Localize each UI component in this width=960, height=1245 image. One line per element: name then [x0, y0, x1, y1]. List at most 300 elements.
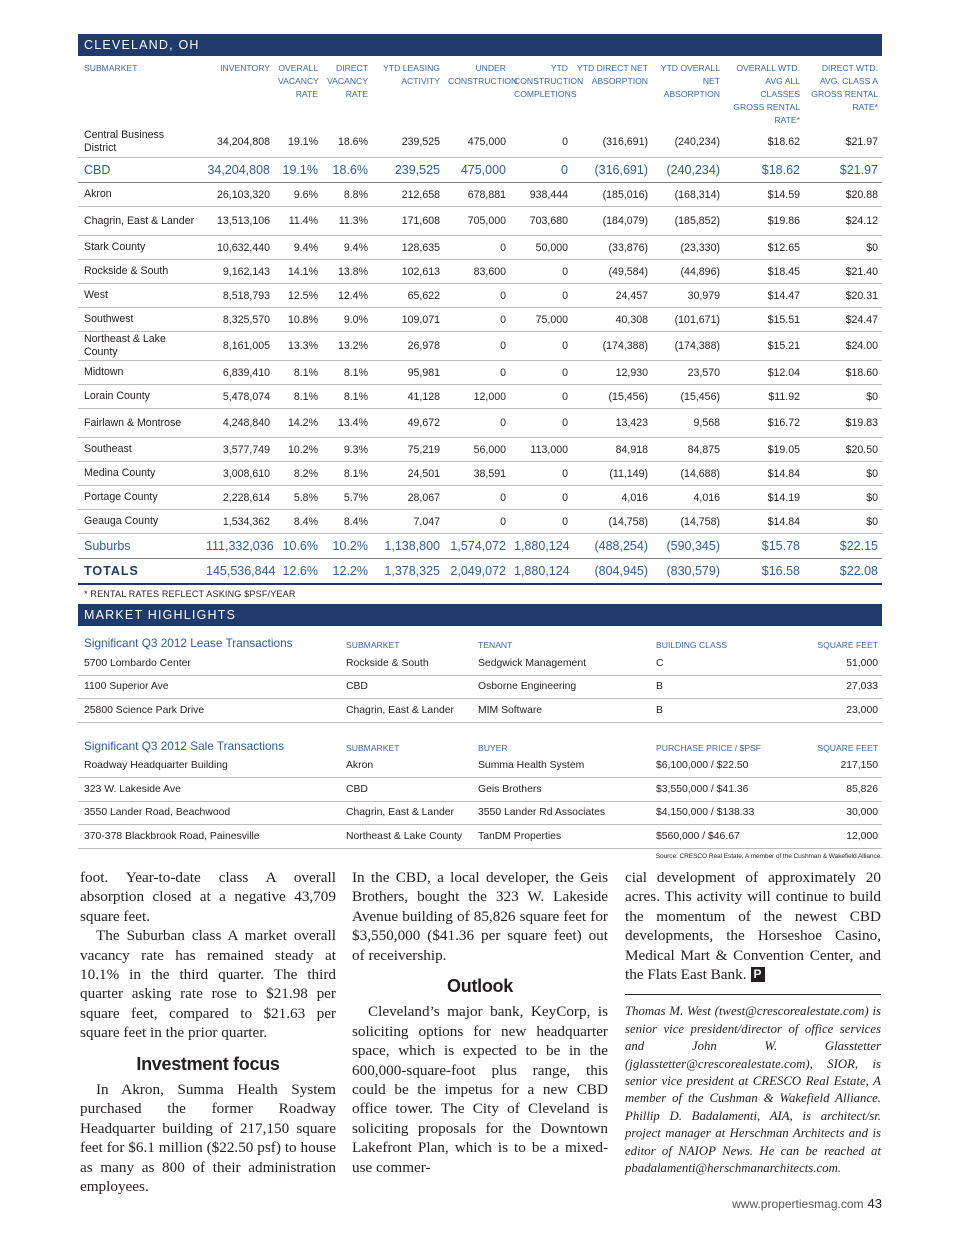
paragraph [625, 868, 881, 984]
cell-value: 49,672 [372, 409, 444, 438]
cell-value: 0 [510, 127, 572, 158]
cell-value: 1,378,325 [372, 559, 444, 585]
cell-value: 9.4% [322, 236, 372, 260]
cell-value: 0 [510, 332, 572, 361]
cell-value: $6,100,000 / $22.50 [652, 755, 782, 778]
cell-value: 9,162,143 [202, 260, 274, 284]
cell-value: 475,000 [444, 127, 510, 158]
cell-value: 1,880,124 [510, 534, 572, 559]
cell-value: 75,219 [372, 438, 444, 462]
cell-value: 217,150 [782, 755, 882, 778]
cell-value: 5,478,074 [202, 385, 274, 409]
cell-value: 83,600 [444, 260, 510, 284]
cell-value: 109,071 [372, 308, 444, 332]
cell-value: 34,204,808 [202, 127, 274, 158]
table-row [78, 534, 882, 559]
cell-value: 0 [510, 486, 572, 510]
cell-value: 1,138,800 [372, 534, 444, 559]
cell-value: 84,918 [572, 438, 652, 462]
cell-value: $15.78 [724, 534, 804, 559]
cell-value: 6,839,410 [202, 361, 274, 385]
column-header: OVERALL WTD. AVG ALL CLASSES GROSS RENTAL RATE* [733, 63, 800, 125]
cell-value: Chagrin, East & Lander [342, 801, 474, 825]
table-row [78, 158, 882, 183]
table-row [78, 332, 882, 361]
cell-value: MIM Software [474, 699, 652, 723]
cell-value: 41,128 [372, 385, 444, 409]
row-label: Midtown [78, 361, 202, 385]
cell-value: $3,550,000 / $41.36 [652, 778, 782, 802]
cell-value: $18.62 [724, 158, 804, 183]
cell-value: C [652, 652, 782, 675]
table-row [78, 260, 882, 284]
cell-value: $16.72 [724, 409, 804, 438]
cell-value: 13,423 [572, 409, 652, 438]
cell-value: 0 [510, 284, 572, 308]
cell-value: $12.04 [724, 361, 804, 385]
cell-value: 23,000 [782, 699, 882, 723]
cell-value: 8,518,793 [202, 284, 274, 308]
end-mark-icon: P [751, 967, 765, 982]
cell-value: 38,591 [444, 462, 510, 486]
cell-value: Sedgwick Management [474, 652, 652, 675]
cell-value: $18.60 [804, 361, 882, 385]
cell-value: (14,758) [652, 510, 724, 534]
cell-value: CBD [342, 778, 474, 802]
column-header: SUBMARKET [84, 63, 138, 73]
column-header: YTD OVERALL NET ABSORPTION [660, 63, 720, 99]
column-header: DIRECT VACANCY RATE [327, 63, 368, 99]
table-row [78, 409, 882, 438]
property-name: 370-378 Blackbrook Road, Painesville [78, 825, 342, 849]
table-row [78, 361, 882, 385]
cell-value: 8.1% [322, 462, 372, 486]
cell-value: 8.2% [274, 462, 322, 486]
cell-value: (240,234) [652, 158, 724, 183]
cell-value: 18.6% [322, 127, 372, 158]
cell-value: 4,016 [652, 486, 724, 510]
property-name: 25800 Science Park Drive [78, 699, 342, 723]
cell-value: 0 [444, 308, 510, 332]
cell-value: 8.1% [274, 385, 322, 409]
cell-value: 2,228,614 [202, 486, 274, 510]
cell-value: 65,622 [372, 284, 444, 308]
cell-value: (185,016) [572, 183, 652, 207]
cell-value: 9,568 [652, 409, 724, 438]
cell-value: 102,613 [372, 260, 444, 284]
cell-value: $18.45 [724, 260, 804, 284]
cell-value: 19.1% [274, 127, 322, 158]
cell-value: 5.7% [322, 486, 372, 510]
cell-value: Akron [342, 755, 474, 778]
cell-value: $20.88 [804, 183, 882, 207]
footer-url[interactable]: www.propertiesmag.com [732, 1197, 864, 1211]
cell-value: 9.6% [274, 183, 322, 207]
paragraph: In Akron, Summa Health System purchased the former Roadway Headquarter building of 217,150 square feet for $6.1 million ($22.50 psf) to house as many as 800 of their administration employees. [80, 1081, 336, 1196]
property-name: 3550 Lander Road, Beachwood [78, 801, 342, 825]
paragraph: In the CBD, a local developer, the Geis Brothers, bought the 323 W. Lakeside Avenue building of 85,826 square feet for $3,550,000 ($41.36 per square feet) out of receivership. [352, 869, 608, 964]
cell-value: 239,525 [372, 158, 444, 183]
table-row [78, 699, 882, 723]
table-row [78, 825, 882, 849]
cell-value: (168,314) [652, 183, 724, 207]
highlights-section-title: Significant Q3 2012 Sale Transactions [84, 738, 285, 753]
row-label: Akron [78, 183, 202, 207]
cell-value: 51,000 [782, 652, 882, 675]
cell-value: $18.62 [724, 127, 804, 158]
cell-value: 11.3% [322, 207, 372, 236]
cell-value: CBD [342, 675, 474, 699]
cell-value: 1,880,124 [510, 559, 572, 585]
cell-value: 40,308 [572, 308, 652, 332]
cell-value: 11.4% [274, 207, 322, 236]
column-header: SUBMARKET [346, 640, 400, 650]
cell-value: (44,896) [652, 260, 724, 284]
table-row [78, 236, 882, 260]
cell-value: 0 [510, 385, 572, 409]
cell-value: (830,579) [652, 559, 724, 585]
cell-value: 128,635 [372, 236, 444, 260]
cell-value: 5.8% [274, 486, 322, 510]
paragraph: foot. Year-to-date class A overall absorption closed at a negative 43,709 square feet. [80, 869, 336, 925]
cell-value: 10.2% [274, 438, 322, 462]
cell-value: 3,008,610 [202, 462, 274, 486]
row-label: TOTALS [78, 559, 202, 585]
cell-value: TanDM Properties [474, 825, 652, 849]
row-label: West [78, 284, 202, 308]
cell-value: 10.2% [322, 534, 372, 559]
cell-value: 7,047 [372, 510, 444, 534]
cell-value: 8.4% [274, 510, 322, 534]
cell-value: 13.8% [322, 260, 372, 284]
cell-value: $0 [804, 385, 882, 409]
cell-value: 8,161,005 [202, 332, 274, 361]
cell-value: $14.47 [724, 284, 804, 308]
cell-value: $20.31 [804, 284, 882, 308]
cell-value: B [652, 675, 782, 699]
cell-value: 239,525 [372, 127, 444, 158]
cell-value: $0 [804, 236, 882, 260]
cell-value: 12.4% [322, 284, 372, 308]
cell-value: 0 [510, 510, 572, 534]
row-label: Geauga County [78, 510, 202, 534]
cell-value: 8.8% [322, 183, 372, 207]
cell-value: 8.1% [322, 385, 372, 409]
column-header: TENANT [478, 640, 513, 650]
cell-value: $19.86 [724, 207, 804, 236]
row-label: Fairlawn & Montrose [78, 409, 202, 438]
cell-value: 9.0% [322, 308, 372, 332]
cell-value: 13.2% [322, 332, 372, 361]
cell-value: 75,000 [510, 308, 572, 332]
property-name: Roadway Headquarter Building [78, 755, 342, 778]
highlights-header-row [78, 729, 882, 755]
table-row [78, 778, 882, 802]
cell-value: Osborne Engineering [474, 675, 652, 699]
article-column-2 [352, 868, 608, 1177]
cell-value: 0 [444, 236, 510, 260]
cell-value: (804,945) [572, 559, 652, 585]
cell-value: $21.97 [804, 158, 882, 183]
table-row [78, 486, 882, 510]
row-label: Rockside & South [78, 260, 202, 284]
cell-value: (488,254) [572, 534, 652, 559]
cell-value: $4,150,000 / $138.33 [652, 801, 782, 825]
cell-value: 2,049,072 [444, 559, 510, 585]
highlights-header-row [78, 626, 882, 652]
cell-value: 113,000 [510, 438, 572, 462]
cell-value: $0 [804, 486, 882, 510]
cell-value: $20.50 [804, 438, 882, 462]
cell-value: $14.84 [724, 510, 804, 534]
cell-value: Northeast & Lake County [342, 825, 474, 849]
row-label: Southeast [78, 438, 202, 462]
page [78, 34, 882, 860]
lease-transactions-table [78, 626, 882, 723]
cell-value: 24,457 [572, 284, 652, 308]
market-table-title: CLEVELAND, OH [78, 34, 882, 56]
table-row [78, 755, 882, 778]
cell-value: $19.83 [804, 409, 882, 438]
cell-value: 95,981 [372, 361, 444, 385]
table-row [78, 308, 882, 332]
table-header-row [78, 62, 882, 127]
cell-value: 26,103,320 [202, 183, 274, 207]
cell-value: 19.1% [274, 158, 322, 183]
cell-value: 13,513,106 [202, 207, 274, 236]
column-header: PURCHASE PRICE / $PSF [656, 742, 762, 753]
cell-value: 23,570 [652, 361, 724, 385]
cell-value: $14.59 [724, 183, 804, 207]
cell-value: 0 [444, 510, 510, 534]
cell-value: $15.21 [724, 332, 804, 361]
cell-value: 12,930 [572, 361, 652, 385]
cell-value: (184,079) [572, 207, 652, 236]
cell-value: 12,000 [444, 385, 510, 409]
cell-value: 0 [444, 332, 510, 361]
cell-value: 56,000 [444, 438, 510, 462]
cell-value: 171,608 [372, 207, 444, 236]
cell-value: $12.65 [724, 236, 804, 260]
cell-value: (11,149) [572, 462, 652, 486]
cell-value: $0 [804, 510, 882, 534]
cell-value: Rockside & South [342, 652, 474, 675]
row-label: Lorain County [78, 385, 202, 409]
cell-value: $15.51 [724, 308, 804, 332]
cell-value: 0 [510, 158, 572, 183]
cell-value: (101,671) [652, 308, 724, 332]
table-row [78, 438, 882, 462]
cell-value: 0 [444, 409, 510, 438]
column-header: BUILDING CLASS [656, 640, 728, 650]
cell-value: 8.1% [274, 361, 322, 385]
paragraph-text: cial development of approximately 20 acres. This activity will continue to build the momentum of the newest CBD developments, the Horseshoe Casino, Medical Mart & Convention Center, and the Flats East Bank. [625, 869, 881, 984]
column-header: SQUARE FEET [817, 640, 878, 650]
cell-value: 24,501 [372, 462, 444, 486]
column-header: YTD CONSTRUCTION COMPLETIONS [514, 63, 584, 99]
column-header: UNDER CONSTRUCTION [448, 63, 518, 86]
row-label: Central Business District [78, 127, 202, 158]
article-column-1 [80, 868, 336, 1197]
paragraph: The Suburban class A market overall vacancy rate has remained steady at 10.1% in the third quarter. The third quarter asking rate rose to $21.98 per square feet, compared to $21.63 per square feet in the prior quarter. [80, 927, 336, 1042]
property-name: 323 W. Lakeside Ave [78, 778, 342, 802]
table-row [78, 559, 882, 585]
cell-value: 1,574,072 [444, 534, 510, 559]
table-row [78, 207, 882, 236]
cell-value: 84,875 [652, 438, 724, 462]
cell-value: B [652, 699, 782, 723]
cell-value: 0 [510, 409, 572, 438]
table-row [78, 801, 882, 825]
cell-value: 34,204,808 [202, 158, 274, 183]
cell-value: 13.3% [274, 332, 322, 361]
paragraph: Cleveland’s major bank, KeyCorp, is soliciting options for new headquarter space, which is expected to be in the 600,000-square-foot plus range, this could be the impetus for a new CBD office tower. The City of Cleveland is soliciting proposals for the Downtown Lakefront Plan, which is to be a mixed-use commer- [352, 1003, 608, 1176]
column-header: SQUARE FEET [817, 742, 878, 753]
cell-value: 30,000 [782, 801, 882, 825]
highlights-title: MARKET HIGHLIGHTS [78, 604, 882, 626]
cell-value: $560,000 / $46.67 [652, 825, 782, 849]
cell-value: 8,325,570 [202, 308, 274, 332]
cell-value: $24.47 [804, 308, 882, 332]
cell-value: $19.05 [724, 438, 804, 462]
rental-rate-footnote: * RENTAL RATES REFLECT ASKING $PSF/YEAR [84, 589, 296, 599]
cell-value: (14,688) [652, 462, 724, 486]
table-row [78, 183, 882, 207]
page-footer [732, 1196, 882, 1211]
highlights-section-title: Significant Q3 2012 Lease Transactions [84, 636, 293, 650]
table-row [78, 675, 882, 699]
row-label: Stark County [78, 236, 202, 260]
cell-value: 9.4% [274, 236, 322, 260]
cell-value: $22.15 [804, 534, 882, 559]
table-row [78, 462, 882, 486]
article-column-3 [625, 868, 881, 1178]
cell-value: 8.4% [322, 510, 372, 534]
cell-value: 3550 Lander Rd Associates [474, 801, 652, 825]
column-header: BUYER [478, 742, 508, 753]
cell-value: $16.58 [724, 559, 804, 585]
column-header: DIRECT WTD. AVG. CLASS A GROSS RENTAL RATE* [811, 63, 878, 112]
cell-value: $14.84 [724, 462, 804, 486]
cell-value: 10.8% [274, 308, 322, 332]
source-note: Source: CRESCO Real Estate, A member of the Cushman & Wakefield Alliance. [655, 852, 882, 860]
cell-value: 28,067 [372, 486, 444, 510]
cell-value: $21.40 [804, 260, 882, 284]
cell-value: 145,536,844 [202, 559, 274, 585]
cell-value: 50,000 [510, 236, 572, 260]
column-header: INVENTORY [220, 63, 270, 73]
cell-value: 30,979 [652, 284, 724, 308]
cell-value: (23,330) [652, 236, 724, 260]
property-name: 1100 Superior Ave [78, 675, 342, 699]
cell-value: 678,881 [444, 183, 510, 207]
cell-value: 10.6% [274, 534, 322, 559]
table-row [78, 127, 882, 158]
sale-transactions-table [78, 729, 882, 849]
author-bio: Thomas M. West (twest@crescorealestate.com) is senior vice president/director of office services and John W. Glasstetter (jglasstetter@crescorealestate.com), SIOR, is senior vice president at CRESCO Real Estate, A member of the Cushman & Wakefield Alliance. Phillip D. Badalamenti, AIA, is architect/sr. project manager at Herschman Architects and is editor of NAIOP News. He can be reached at pbadalamenti@herschmanarchitects.com. [625, 994, 881, 1177]
cell-value: 0 [444, 361, 510, 385]
cell-value: 705,000 [444, 207, 510, 236]
column-header: YTD LEASING ACTIVITY [383, 63, 440, 86]
cell-value: 8.1% [322, 361, 372, 385]
cell-value: 12,000 [782, 825, 882, 849]
cell-value: (14,758) [572, 510, 652, 534]
table-row [78, 385, 882, 409]
property-name: 5700 Lombardo Center [78, 652, 342, 675]
cell-value: 475,000 [444, 158, 510, 183]
cell-value: Geis Brothers [474, 778, 652, 802]
cell-value: 3,577,749 [202, 438, 274, 462]
column-header: SUBMARKET [346, 742, 400, 753]
cell-value: $22.08 [804, 559, 882, 585]
cell-value: 13.4% [322, 409, 372, 438]
cell-value: (15,456) [652, 385, 724, 409]
cell-value: 12.6% [274, 559, 322, 585]
cell-value: 12.2% [322, 559, 372, 585]
cell-value: 10,632,440 [202, 236, 274, 260]
cell-value: $11.92 [724, 385, 804, 409]
cell-value: 18.6% [322, 158, 372, 183]
cell-value: 0 [444, 284, 510, 308]
cell-value: (174,388) [652, 332, 724, 361]
heading-outlook: Outlook [447, 976, 513, 997]
cell-value: Summa Health System [474, 755, 652, 778]
row-label: Medina County [78, 462, 202, 486]
row-label: Chagrin, East & Lander [78, 207, 202, 236]
cell-value: Chagrin, East & Lander [342, 699, 474, 723]
cell-value: 14.2% [274, 409, 322, 438]
heading-investment-focus: Investment focus [136, 1053, 280, 1074]
table-row [78, 284, 882, 308]
cell-value: 4,016 [572, 486, 652, 510]
cell-value: $14.19 [724, 486, 804, 510]
cell-value: 212,658 [372, 183, 444, 207]
row-label: CBD [78, 158, 202, 183]
cell-value: 4,248,840 [202, 409, 274, 438]
cell-value: $24.00 [804, 332, 882, 361]
cell-value: 938,444 [510, 183, 572, 207]
cell-value: (316,691) [572, 127, 652, 158]
row-label: Northeast & Lake County [78, 332, 202, 361]
page-number: 43 [867, 1196, 882, 1211]
cell-value: 703,680 [510, 207, 572, 236]
cell-value: 26,978 [372, 332, 444, 361]
cell-value: 85,826 [782, 778, 882, 802]
column-header: YTD DIRECT NET ABSORPTION [577, 63, 648, 86]
cell-value: (49,584) [572, 260, 652, 284]
cell-value: (240,234) [652, 127, 724, 158]
cell-value: (15,456) [572, 385, 652, 409]
cell-value: $24.12 [804, 207, 882, 236]
cell-value: (174,388) [572, 332, 652, 361]
row-label: Southwest [78, 308, 202, 332]
row-label: Portage County [78, 486, 202, 510]
cell-value: (185,852) [652, 207, 724, 236]
table-row [78, 652, 882, 675]
cell-value: (590,345) [652, 534, 724, 559]
cell-value: 0 [510, 462, 572, 486]
cell-value: 9.3% [322, 438, 372, 462]
cell-value: $0 [804, 462, 882, 486]
cell-value: 0 [510, 361, 572, 385]
market-stats-table [78, 62, 882, 585]
row-label: Suburbs [78, 534, 202, 559]
cell-value: 12.5% [274, 284, 322, 308]
table-row [78, 510, 882, 534]
cell-value: 0 [510, 260, 572, 284]
cell-value: (33,876) [572, 236, 652, 260]
cell-value: 111,332,036 [202, 534, 274, 559]
